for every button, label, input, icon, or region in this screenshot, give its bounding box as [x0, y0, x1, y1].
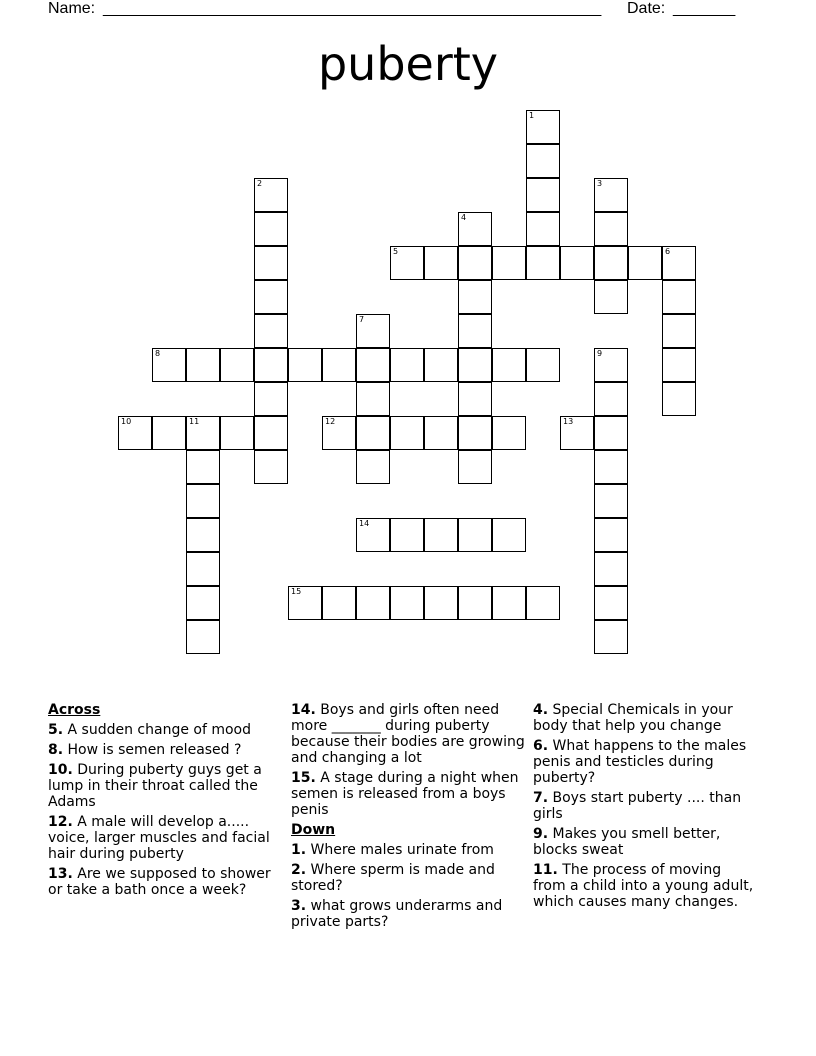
clue-down-1 — [291, 842, 526, 858]
crossword-cell[interactable] — [390, 246, 424, 280]
crossword-cell[interactable] — [458, 586, 492, 620]
clue-across-10 — [48, 762, 280, 810]
crossword-cell[interactable] — [594, 450, 628, 484]
cell-number: 3 — [597, 179, 603, 188]
crossword-cell[interactable] — [186, 586, 220, 620]
crossword-cell[interactable] — [254, 382, 288, 416]
crossword-cell[interactable] — [220, 348, 254, 382]
cell-number: 12 — [325, 417, 336, 426]
clue-number: 9. — [533, 826, 549, 842]
crossword-cell[interactable] — [322, 348, 356, 382]
crossword-cell[interactable] — [254, 416, 288, 450]
cell-number: 1 — [529, 111, 535, 120]
crossword-cell[interactable] — [628, 246, 662, 280]
crossword-cell[interactable] — [424, 586, 458, 620]
crossword-cell[interactable] — [594, 348, 628, 382]
clue-number: 14. — [291, 702, 316, 718]
clue-across-8 — [48, 742, 280, 758]
clue-number: 2. — [291, 862, 307, 878]
crossword-cell[interactable] — [594, 382, 628, 416]
clue-text: A sudden change of mood — [67, 722, 251, 738]
clue-across-14 — [291, 702, 526, 766]
crossword-cell[interactable] — [424, 416, 458, 450]
cell-number: 11 — [189, 417, 200, 426]
clue-down-6 — [533, 738, 758, 786]
crossword-cell[interactable] — [356, 382, 390, 416]
clue-down-11 — [533, 862, 758, 910]
clue-text: During puberty guys get a lump in their throat called the Adams — [48, 762, 262, 810]
crossword-cell[interactable] — [662, 280, 696, 314]
clue-number: 10. — [48, 762, 73, 778]
clue-across-12 — [48, 814, 280, 862]
clue-column-3 — [533, 702, 758, 914]
clue-text: What happens to the males penis and testicles during puberty? — [533, 738, 747, 786]
crossword-cell[interactable] — [458, 348, 492, 382]
crossword-cell[interactable] — [356, 416, 390, 450]
crossword-cell[interactable] — [254, 314, 288, 348]
crossword-cell[interactable] — [594, 246, 628, 280]
crossword-cell[interactable] — [594, 484, 628, 518]
crossword-cell[interactable] — [492, 586, 526, 620]
crossword-cell[interactable] — [254, 348, 288, 382]
crossword-cell[interactable] — [390, 416, 424, 450]
clue-number: 11. — [533, 862, 558, 878]
cell-number: 13 — [563, 417, 574, 426]
crossword-cell[interactable] — [526, 212, 560, 246]
clue-down-3 — [291, 898, 526, 930]
clue-text: what grows underarms and private parts? — [291, 898, 503, 930]
crossword-cell[interactable] — [424, 246, 458, 280]
crossword-cell[interactable] — [186, 450, 220, 484]
crossword-cell[interactable] — [594, 280, 628, 314]
date-label: Date: — [627, 0, 666, 17]
crossword-cell[interactable] — [594, 178, 628, 212]
crossword-cell[interactable] — [288, 586, 322, 620]
clue-across-13 — [48, 866, 280, 898]
down-heading: Down — [291, 822, 336, 838]
crossword-cell[interactable] — [424, 518, 458, 552]
clue-number: 5. — [48, 722, 64, 738]
clue-text: A stage during a night when semen is released from a boys penis — [291, 770, 519, 818]
crossword-cell[interactable] — [152, 348, 186, 382]
crossword-cell[interactable] — [356, 518, 390, 552]
crossword-cell[interactable] — [424, 348, 458, 382]
cell-number: 7 — [359, 315, 365, 324]
cell-number: 8 — [155, 349, 161, 358]
cell-number: 5 — [393, 247, 399, 256]
cell-number: 9 — [597, 349, 603, 358]
clue-number: 13. — [48, 866, 73, 882]
crossword-cell[interactable] — [662, 314, 696, 348]
clue-number: 7. — [533, 790, 549, 806]
crossword-cell[interactable] — [560, 416, 594, 450]
crossword-cell[interactable] — [594, 620, 628, 654]
crossword-cell[interactable] — [492, 348, 526, 382]
across-heading: Across — [48, 702, 101, 718]
crossword-cell[interactable] — [356, 586, 390, 620]
crossword-cell[interactable] — [458, 314, 492, 348]
clue-down-4 — [533, 702, 758, 734]
name-label: Name: — [48, 0, 96, 17]
cell-number: 14 — [359, 519, 370, 528]
crossword-cell[interactable] — [594, 586, 628, 620]
clue-number: 6. — [533, 738, 549, 754]
crossword-cell[interactable] — [594, 552, 628, 586]
cell-number: 10 — [121, 417, 132, 426]
clue-text: A male will develop a..... voice, larger muscles and facial hair during puberty — [48, 814, 270, 862]
clue-number: 8. — [48, 742, 64, 758]
crossword-cell[interactable] — [458, 382, 492, 416]
crossword-cell[interactable] — [492, 518, 526, 552]
crossword-cell[interactable] — [390, 586, 424, 620]
crossword-cell[interactable] — [458, 416, 492, 450]
clue-text: The process of moving from a child into a young adult, which causes many changes. — [533, 862, 754, 910]
crossword-cell[interactable] — [254, 280, 288, 314]
date-line: _______ — [673, 0, 736, 17]
crossword-cell[interactable] — [458, 518, 492, 552]
clue-number: 3. — [291, 898, 307, 914]
crossword-cell[interactable] — [254, 178, 288, 212]
clue-number: 12. — [48, 814, 73, 830]
crossword-cell[interactable] — [152, 416, 186, 450]
clue-column-2 — [291, 702, 526, 934]
crossword-cell[interactable] — [356, 450, 390, 484]
clue-text: Where males urinate from — [310, 842, 494, 858]
crossword-cell[interactable] — [458, 246, 492, 280]
clue-text: Special Chemicals in your body that help you change — [533, 702, 733, 734]
crossword-cell[interactable] — [288, 348, 322, 382]
clue-text: Boys start puberty .... than girls — [533, 790, 742, 822]
crossword-cell[interactable] — [356, 314, 390, 348]
clue-text: Boys and girls often need more _______ during puberty because their bodies are growing and changing a lot — [291, 702, 525, 766]
crossword-cell[interactable] — [662, 246, 696, 280]
crossword-cell[interactable] — [322, 416, 356, 450]
crossword-cell[interactable] — [254, 246, 288, 280]
crossword-cell[interactable] — [526, 178, 560, 212]
crossword-cell[interactable] — [526, 246, 560, 280]
crossword-cell[interactable] — [526, 110, 560, 144]
crossword-cell[interactable] — [492, 246, 526, 280]
crossword-cell[interactable] — [186, 552, 220, 586]
crossword-cell[interactable] — [458, 280, 492, 314]
crossword-cell[interactable] — [186, 416, 220, 450]
crossword-cell[interactable] — [526, 144, 560, 178]
crossword-cell[interactable] — [662, 382, 696, 416]
crossword-cell[interactable] — [118, 416, 152, 450]
clue-text: Are we supposed to shower or take a bath once a week? — [48, 866, 271, 898]
cell-number: 6 — [665, 247, 671, 256]
crossword-cell[interactable] — [594, 518, 628, 552]
crossword-cell[interactable] — [356, 348, 390, 382]
clue-down-2 — [291, 862, 526, 894]
name-line: ________________________________________________________ — [103, 0, 602, 17]
crossword-cell[interactable] — [458, 450, 492, 484]
crossword-cell[interactable] — [492, 416, 526, 450]
clue-number: 15. — [291, 770, 316, 786]
clue-down-7 — [533, 790, 758, 822]
crossword-cell[interactable] — [254, 450, 288, 484]
crossword-cell[interactable] — [560, 246, 594, 280]
clue-column-1 — [48, 702, 280, 902]
crossword-cell[interactable] — [186, 620, 220, 654]
clue-text: Makes you smell better, blocks sweat — [533, 826, 721, 858]
crossword-cell[interactable] — [390, 518, 424, 552]
clue-down-9 — [533, 826, 758, 858]
crossword-cell[interactable] — [662, 348, 696, 382]
crossword-cell[interactable] — [186, 484, 220, 518]
crossword-cell[interactable] — [458, 212, 492, 246]
page-title: puberty — [317, 37, 499, 91]
cell-number: 2 — [257, 179, 263, 188]
clue-number: 4. — [533, 702, 549, 718]
cell-number: 4 — [461, 213, 467, 222]
clue-across-15 — [291, 770, 526, 818]
clue-text: How is semen released ? — [67, 742, 242, 758]
clue-number: 1. — [291, 842, 307, 858]
clue-across-5 — [48, 722, 280, 738]
crossword-cell[interactable] — [322, 586, 356, 620]
crossword-cell[interactable] — [220, 416, 254, 450]
crossword-cell[interactable] — [186, 518, 220, 552]
crossword-cell[interactable] — [526, 348, 560, 382]
cell-number: 15 — [291, 587, 302, 596]
clue-text: Where sperm is made and stored? — [291, 862, 495, 894]
crossword-cell[interactable] — [526, 586, 560, 620]
crossword-cell[interactable] — [594, 416, 628, 450]
crossword-cell[interactable] — [594, 212, 628, 246]
crossword-cell[interactable] — [186, 348, 220, 382]
crossword-cell[interactable] — [254, 212, 288, 246]
crossword-cell[interactable] — [390, 348, 424, 382]
